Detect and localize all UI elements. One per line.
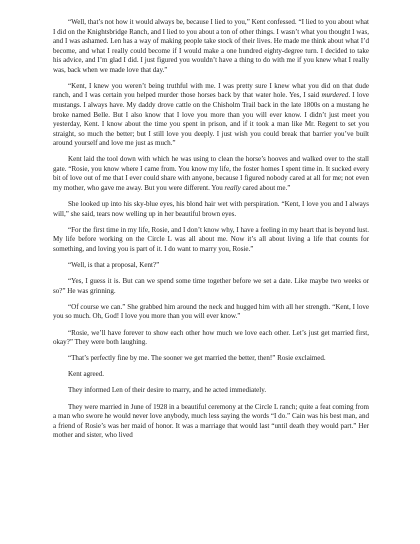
emphasized-text: really xyxy=(224,183,241,192)
paragraph xyxy=(53,329,369,348)
paragraph xyxy=(53,82,369,149)
emphasized-text: murdered xyxy=(321,91,349,100)
paragraph xyxy=(53,403,369,441)
paragraph-text: “That’s perfectly fine by me. The sooner we get married the better, then!” Rosie exclaimed. xyxy=(68,354,326,363)
paragraph xyxy=(53,354,369,364)
paragraph-text: “Well, that’s not how it would always be, because I lied to you,” Kent confessed. “I lied to you about what I did on the Knightsbridge Ranch, and I lied to you about a ton of other things. I wasn’t what you thought I was, and I was ashamed. Len has a way of making people take stock of their lives. He made me think about what I’d become, and what I really could become if I would make a one hundred eighty-degree turn. I decided to take his advice, and I’m glad I did. I just figured you wouldn’t have a thing to do with me if you knew what I really was, back when we made love that day.” xyxy=(53,18,369,74)
paragraph-text: . I love mustangs. I always have. My daddy drove cattle on the Chisholm Trail back in the late 1800s on a mustang he broke named Belle. But I also know that I love you more than you will ever know. I didn’t just meet you yesterday, Kent. I know about the time you spent in prison, and if it took a man like Mr. Regent to set you straight, so much the better; but I still love you deeply. I just wish you could break that barrier you’ve built around yourself and love me just as much.” xyxy=(53,91,369,148)
paragraph xyxy=(53,155,369,193)
paragraph-text: “For the first time in my life, Rosie, and I don’t know why, I have a feeling in my heart that is beyond lust. My life before working on the Circle L was all about me. Now it’s all about living a life that counts for something, and loving you is part of it. I do want to marry you, Rosie.” xyxy=(53,225,369,253)
paragraph-text: “Of course we can.” She grabbed him around the neck and hugged him with all her strength. “Kent, I love you so much. Oh, God! I love you more than you will ever know.” xyxy=(53,302,369,321)
paragraph-text: She looked up into his sky-blue eyes, his blond hair wet with perspiration. “Kent, I love you and I always will,” she said, tears now welling up in her beautiful brown eyes. xyxy=(53,200,369,218)
paragraph-text: They were married in June of 1928 in a beautiful ceremony at the Circle L ranch; quite a feat coming from a man who swore he would never love anybody, much less saying the words “I do.” Cain was his best man, and a friend of Rosie’s was her maid of honor. It was a marriage that would last “until death they would part.” Her mother and sister, who lived xyxy=(53,402,369,440)
paragraph xyxy=(53,277,369,296)
paragraph-text: cared about me.” xyxy=(240,183,291,192)
paragraph-text: “Well, is that a proposal, Kent?” xyxy=(68,261,160,269)
paragraph xyxy=(53,303,369,322)
body-text xyxy=(53,18,369,441)
paragraph-text: “Rosie, we’ll have forever to show each other how much we love each other. Let’s just get married first, okay?” They were both laughing. xyxy=(53,328,369,347)
paragraph-text: “Kent, I knew you weren’t being truthful with me. I was pretty sure I knew what you did on that dude ranch, and I was certain you helped murder those horses back by that water hole. Yes, I said xyxy=(53,81,369,100)
paragraph-text: They informed Len of their desire to marry, and he acted immediately. xyxy=(68,386,267,395)
paragraph-text: “Yes, I guess it is. But can we spend some time together before we set a date. Like maybe two weeks or so?” He was grinning. xyxy=(53,277,369,295)
paragraph-text: Kent laid the tool down with which he was using to clean the horse’s hooves and walked over to the stall gate. “Rosie, you know where I came from. You know my life, the foster homes I spent time in. It sucked every bit of love out of me that I ever could share with anyone, because I figured nobody cared at all for me; not even my mother, who gave me away. But you were different. You xyxy=(53,155,369,192)
paragraph xyxy=(53,370,369,380)
paragraph-text: Kent agreed. xyxy=(68,370,104,379)
paragraph xyxy=(53,226,369,255)
paragraph xyxy=(53,18,369,75)
paragraph xyxy=(53,386,369,396)
paragraph xyxy=(53,200,369,219)
paragraph xyxy=(53,261,369,271)
